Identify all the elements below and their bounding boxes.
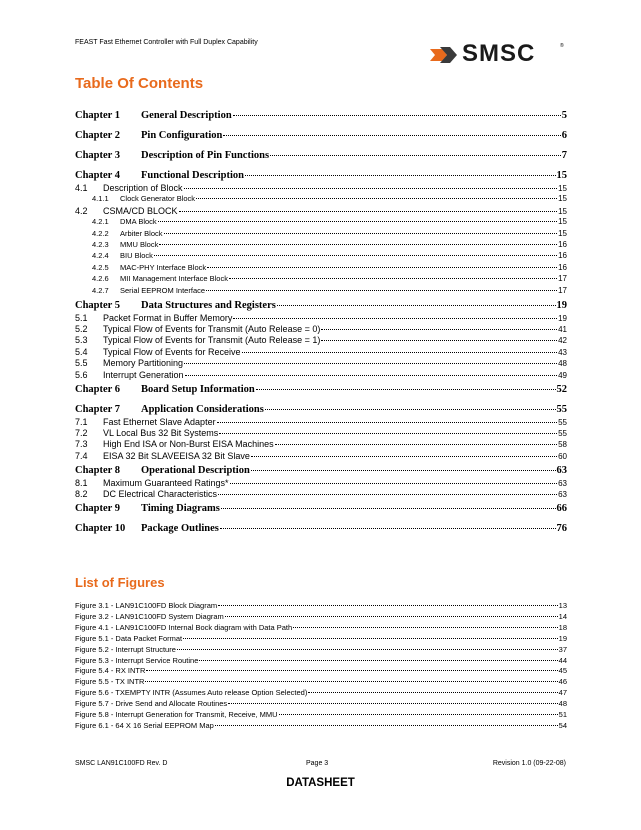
header-doc-title: FEAST Fast Ethernet Controller with Full Duplex Capability [75,39,258,46]
toc-section-entry[interactable] [75,206,567,216]
toc-chapter-entry[interactable] [75,523,567,534]
toc-section-entry[interactable] [75,183,567,193]
toc-entry-number: 5.2 [75,324,88,334]
dot-leader [228,703,557,704]
toc-chapter-entry[interactable] [75,465,567,476]
toc-entry-number: 4.2 [75,205,88,216]
toc-entry-number: Chapter 1 [75,110,121,121]
toc-entry-page: 55 [556,403,567,415]
toc-section-entry[interactable] [75,263,567,272]
toc-entry-title: Description of Block [103,183,183,193]
toc-section-entry[interactable] [75,451,567,461]
toc-entry-page: 55 [558,429,567,438]
footer-page-number: Page 3 [306,760,329,767]
dot-leader [154,255,557,256]
toc-entry-number: 4.2.7 [92,285,109,295]
dot-leader [219,433,557,434]
toc-chapter-entry[interactable] [75,384,567,395]
toc-entry-page: 48 [558,359,567,369]
toc-entry-number: Chapter 2 [75,130,121,141]
dot-leader [308,692,557,693]
toc-entry-number: Chapter 7 [75,403,121,415]
toc-entry-title: Functional Description [141,170,244,181]
figure-entry-title: Figure 3.2 - LAN91C100FD System Diagram [75,611,224,621]
figure-entry[interactable] [75,721,567,730]
toc-chapter-entry[interactable] [75,130,567,141]
dot-leader [185,375,558,376]
toc-section-entry[interactable] [75,313,567,323]
figure-entry-title: Figure 5.5 - TX INTR [75,677,145,687]
toc-entry-title: DC Electrical Characteristics [103,489,218,500]
toc-entry-number: 5.4 [75,346,88,357]
figures-title: List of Figures [75,575,165,590]
dot-leader [146,670,557,671]
toc-entry-title: General Description [141,110,232,121]
figure-entry-title: Figure 6.1 - 64 X 16 Serial EEPROM Map [75,720,214,730]
dot-leader [177,649,558,650]
figure-entry[interactable] [75,601,567,610]
figure-entry-title: Figure 4.1 - LAN91C100FD Internal Bock diagram with Data Path [75,622,293,632]
dot-leader [206,290,557,291]
toc-entry-page: 41 [558,325,567,334]
toc-entry-number: 5.1 [75,312,88,323]
dot-leader [265,409,556,410]
toc-section-entry[interactable] [75,478,567,488]
toc-entry-title: Description of Pin Functions [141,150,270,161]
toc-entry-page: 60 [558,451,567,461]
toc-section-entry[interactable] [75,229,567,238]
dot-leader [277,305,556,306]
dot-leader [321,340,557,341]
toc-entry-number: 8.2 [75,489,88,500]
toc-entry-title: MMU Block [120,240,159,249]
toc-entry-number: 4.2.4 [92,251,109,261]
dot-leader [220,528,556,529]
logo-registered-mark: ® [560,43,564,49]
dot-leader [321,329,557,330]
dot-leader [242,352,558,353]
toc-chapter-entry[interactable] [75,110,567,121]
dot-leader [184,363,557,364]
toc-entry-title: Board Setup Information [141,383,255,395]
toc-chapter-entry[interactable] [75,404,567,415]
dot-leader [164,233,558,234]
toc-entry-page: 76 [556,523,567,535]
dot-leader [179,211,558,212]
toc-entry-page: 63 [556,464,567,476]
dot-leader [183,638,558,639]
toc-section-entry[interactable] [75,194,567,203]
figure-entry[interactable] [75,656,567,665]
toc-entry-title: Clock Generator Block [120,194,196,204]
toc-entry-page: 63 [558,490,567,500]
toc-entry-number: 8.1 [75,477,88,488]
toc-entry-page: 63 [558,478,567,488]
toc-entry-number: Chapter 3 [75,150,121,161]
toc-entry-title: CSMA/CD BLOCK [103,205,178,216]
toc-entry-title: MII Management Interface Block [120,274,228,284]
toc-entry-title: Memory Partitioning [103,358,184,369]
toc-entry-number: 7.4 [75,450,88,461]
figure-entry-page: 45 [558,666,567,676]
figure-entry-page: 18 [558,622,567,632]
dot-leader [270,155,561,156]
toc-entry-title: Data Structures and Registers [141,299,276,311]
toc-section-entry[interactable] [75,251,567,260]
dot-leader [207,267,557,268]
dot-leader [251,456,557,457]
figure-entry-page: 37 [558,644,567,654]
toc-section-entry[interactable] [75,335,567,345]
toc-entry-title: Timing Diagrams [141,503,220,515]
dot-leader [230,483,558,484]
dot-leader [279,714,558,715]
toc-entry-number: 4.1.1 [92,194,109,204]
toc-entry-number: 7.3 [75,439,88,450]
toc-entry-title: MAC-PHY Interface Block [120,262,207,272]
toc-entry-page: 16 [558,251,567,261]
toc-chapter-entry[interactable] [75,170,567,181]
toc-section-entry[interactable] [75,286,567,295]
dot-leader [196,198,557,199]
figure-entry-page: 44 [558,655,567,665]
toc-section-entry[interactable] [75,417,567,427]
dot-leader [218,494,557,495]
figure-entry-page: 54 [558,720,567,730]
toc-entry-page: 19 [558,313,567,323]
toc-entry-title: Pin Configuration [141,130,223,141]
toc-entry-page: 66 [556,503,567,515]
figure-entry[interactable] [75,634,567,643]
dot-leader [158,221,557,222]
toc-entry-title: Serial EEPROM Interface [120,285,206,295]
toc-entry-title: Interrupt Generation [103,369,184,380]
toc-section-entry[interactable] [75,489,567,499]
toc-entry-title: Packet Format in Buffer Memory [103,312,233,323]
smsc-logo [428,40,564,67]
toc-entry-page: 55 [558,417,567,427]
toc-entry-number: Chapter 5 [75,299,121,311]
dot-leader [199,660,557,661]
toc-section-entry[interactable] [75,439,567,449]
toc-entry-page: 5 [561,110,567,121]
toc-section-entry[interactable] [75,428,567,438]
toc-entry-title: Maximum Guaranteed Ratings* [103,477,229,488]
toc-entry-page: 52 [556,383,567,395]
toc-entry-title: Application Considerations [141,403,264,415]
figure-entry[interactable] [75,688,567,697]
figure-entry[interactable] [75,612,567,621]
logo-text: SMSC [462,40,536,67]
toc-entry-page: 15 [558,217,567,227]
dot-leader [275,444,558,445]
toc-entry-page: 43 [558,347,567,357]
figure-entry-page: 13 [558,601,567,610]
dot-leader [221,508,556,509]
toc-entry-number: 7.1 [75,416,88,427]
dot-leader [215,725,558,726]
toc-entry-page: 15 [558,184,567,193]
toc-chapter-entry[interactable] [75,300,567,311]
toc-entry-title: Typical Flow of Events for Transmit (Auto Release = 1) [103,335,321,346]
dot-leader [217,422,558,423]
toc-entry-title: Operational Description [141,464,250,476]
figure-entry[interactable] [75,623,567,632]
toc-title: Table Of Contents [75,75,204,92]
dot-leader [159,244,557,245]
toc-entry-page: 17 [558,285,567,295]
toc-entry-number: 4.2.6 [92,274,109,284]
dot-leader [251,470,556,471]
toc-entry-page: 7 [561,150,567,161]
dot-leader [225,616,558,617]
dot-leader [293,627,557,628]
toc-section-entry[interactable] [75,324,567,334]
toc-entry-number: 4.2.3 [92,240,109,249]
figure-entry-page: 47 [558,688,567,698]
toc-entry-page: 16 [558,262,567,272]
toc-entry-page: 16 [558,240,567,249]
toc-entry-number: Chapter 4 [75,170,121,181]
toc-entry-title: Fast Ethernet Slave Adapter [103,416,216,427]
figure-entry[interactable] [75,645,567,654]
toc-entry-title: Typical Flow of Events for Receive [103,346,241,357]
figure-entry-title: Figure 5.1 - Data Packet Format [75,633,183,643]
toc-entry-page: 49 [558,370,567,380]
dot-leader [245,175,556,176]
figure-entry[interactable] [75,699,567,708]
figure-entry[interactable] [75,677,567,686]
toc-entry-title: BIU Block [120,251,153,261]
toc-entry-page: 42 [558,336,567,346]
dot-leader [223,135,560,136]
figure-entry-title: Figure 5.6 - TXEMPTY INTR (Assumes Auto release Option Selected) [75,688,308,698]
toc-chapter-entry[interactable] [75,150,567,161]
figure-entry-title: Figure 5.4 - RX INTR [75,666,146,676]
toc-entry-title: Arbiter Block [120,228,163,238]
figure-entry-title: Figure 5.3 - Interrupt Service Routine [75,655,199,665]
figure-entry-page: 48 [558,699,567,709]
toc-entry-number: 5.6 [75,369,88,380]
toc-entry-page: 15 [558,228,567,238]
toc-entry-page: 17 [558,274,567,284]
toc-section-entry[interactable] [75,370,567,380]
dot-leader [229,278,557,279]
toc-entry-number: 5.5 [75,358,88,369]
figure-entry-page: 46 [558,677,567,687]
footer-doc-id: SMSC LAN91C100FD Rev. D [75,760,168,767]
toc-entry-number: 4.2.5 [92,262,109,272]
toc-entry-number: 5.3 [75,335,88,346]
footer-datasheet-label: DATASHEET [286,777,355,789]
figure-entry-page: 19 [558,633,567,643]
toc-entry-page: 15 [558,194,567,204]
figure-entry-title: Figure 5.7 - Drive Send and Allocate Routines [75,699,228,709]
footer-revision: Revision 1.0 (09-22-08) [492,760,566,767]
toc-entry-title: High End ISA or Non-Burst EISA Machines [103,439,274,450]
toc-entry-number: Chapter 9 [75,503,121,515]
toc-entry-title: DMA Block [120,217,157,227]
dot-leader [233,115,561,116]
toc-entry-page: 15 [556,170,567,181]
toc-section-entry[interactable] [75,274,567,283]
dot-leader [233,318,557,319]
toc-entry-number: 4.1 [75,183,88,193]
toc-section-entry[interactable] [75,347,567,357]
figure-entry[interactable] [75,710,567,719]
figure-entry-title: Figure 5.8 - Interrupt Generation for Transmit, Receive, MMU [75,710,278,719]
toc-section-entry[interactable] [75,358,567,368]
toc-entry-number: Chapter 8 [75,464,121,476]
toc-entry-title: EISA 32 Bit SLAVEEISA 32 Bit Slave [103,450,250,461]
toc-entry-title: VL Local Bus 32 Bit Systems [103,428,219,438]
figure-entry-page: 14 [558,611,567,621]
toc-section-entry[interactable] [75,217,567,226]
dot-leader [256,389,556,390]
toc-entry-page: 19 [556,299,567,311]
toc-entry-title: Package Outlines [141,523,219,535]
dot-leader [184,188,558,189]
figure-entry-title: Figure 3.1 - LAN91C100FD Block Diagram [75,601,218,610]
dot-leader [145,681,557,682]
toc-entry-number: Chapter 6 [75,383,121,395]
toc-entry-number: 4.2.2 [92,228,109,238]
toc-entry-page: 6 [561,130,567,141]
figure-entry-title: Figure 5.2 - Interrupt Structure [75,644,176,654]
figure-entry[interactable] [75,666,567,675]
toc-entry-page: 58 [558,440,567,450]
toc-entry-title: Typical Flow of Events for Transmit (Auto Release = 0) [103,324,321,334]
smsc-arrow-icon [428,43,460,67]
toc-entry-page: 15 [558,206,567,216]
toc-entry-number: 4.2.1 [92,217,109,227]
toc-entry-number: 7.2 [75,428,88,438]
dot-leader [218,605,558,606]
figure-entry-page: 51 [558,710,567,719]
toc-section-entry[interactable] [75,240,567,249]
toc-chapter-entry[interactable] [75,503,567,514]
toc-entry-number: Chapter 10 [75,523,126,535]
